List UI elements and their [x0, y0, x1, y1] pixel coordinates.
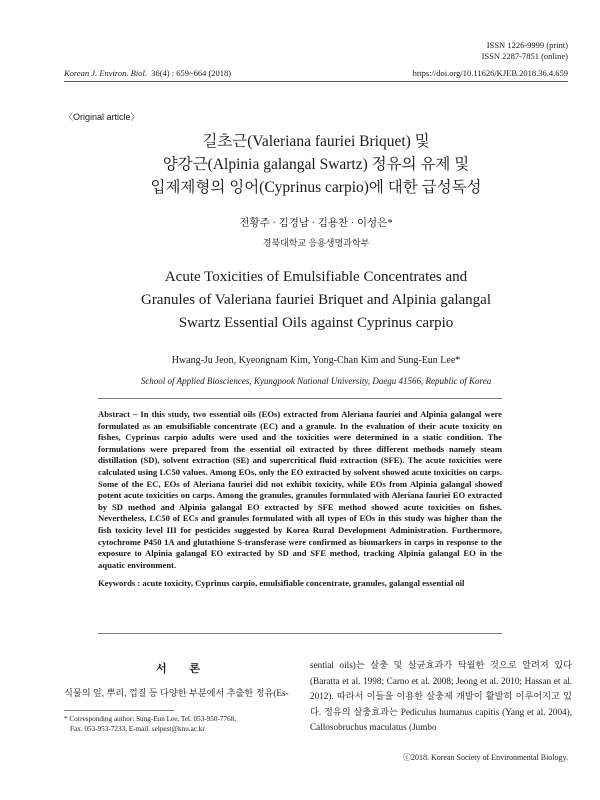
korean-title-line-1: 길초근(Valeriana fauriei Briquet) 및	[202, 133, 430, 150]
issn-print: ISSN 1226-9999 (print)	[486, 40, 568, 50]
header-rule	[64, 81, 568, 82]
abstract-text: In this study, two essential oils (EOs) extracted from Aleriana fauriei and Alpinia galangal were formulated as an emulsifiable concentrate (EC) and a granule. In the evaluation of their acute toxicity on fishes, Cyprinus carpio adults were used and the toxicities were determined in a static condition. The formulations were prepared from the essential oil extracted by three different methods namely steam distillation (SD), solvent extraction (SE) and supercritical fluid extraction (SFE). The acute toxicities were calculated using LC50 values. Among EOs, only the EO extracted by solvent showed acute toxicities on carps. Some of the EC, EOs of Aleriana fauriei did not exhibit toxicity, while EOs from Alpinia galangal showed potent acute toxicities on carps. Among the granules, granules formulated with Aleriana fauriei EO extracted by SD method and Alpinia galangal EO extracted by SFE method showed acute toxicities on fishes. Nevertheless, LC50 of ECs and granules formulated with all types of EOs in this study was higher than the fish toxicity level III for pesticides suggested by Korea Rural Development Administration. Furthermore, cytochrome P450 1A and glutathione S-transferase were confirmed as biomarkers in carps in response to the exposure to Alpinia galangal EO extracted by SD and SFE method, tracking Alpinia galangal EO in the aquatic environment.	[98, 409, 502, 570]
english-affiliation: School of Applied Biosciences, Kyungpook National University, Daegu 41566, Republic of Korea	[140, 376, 492, 386]
copyright: ⓒ2018. Korean Society of Environmental Biology.	[402, 753, 568, 762]
abstract: Abstract – In this study, two essential oils (EOs) extracted from Aleriana fauriei and Alpinia galangal were formulated as an emulsifiable concentrate (EC) and a granule. In the evaluation of their acute toxicity on fishes, Cyprinus carpio adults were used and the toxicities were determined in a static condition. The formulations were prepared from the essential oil extracted by three different methods namely steam distillation (SD), solvent extraction (SE) and supercritical fluid extraction (SFE). The acute toxicities were calculated using LC50 values. Among EOs, only the EO extracted by solvent showed acute toxicities on carps. Some of the EC, EOs of Aleriana fauriei did not exhibit toxicity, while EOs from Alpinia galangal showed potent acute toxicities on carps. Among the granules, granules formulated with Aleriana fauriei EO extracted by SD method and Alpinia galangal EO extracted by SFE method showed acute toxicities on fishes. Nevertheless, LC50 of ECs and granules formulated with all types of EOs in this study was higher than the fish toxicity level III for pesticides suggested by Korea Rural Development Administration. Furthermore, cytochrome P450 1A and glutathione S-transferase were confirmed as biomarkers in carps in response to the exposure to Alpinia galangal EO extracted by SD and SFE method, tracking Alpinia galangal EO in the aquatic environment.	[98, 409, 502, 570]
abstract-box	[98, 398, 502, 634]
intro-left-text: 식물의 잎, 뿌리, 껍질 등 다양한 부분에서 추출한 정유(Es-	[64, 688, 289, 698]
english-authors: Hwang-Ju Jeon, Kyeongnam Kim, Yong-Chan Kim and Sung-Eun Lee*	[171, 355, 461, 366]
footnote-line-2: Fax. 053-953-7233, E-mail. selpest@knu.ac.kr	[70, 725, 205, 733]
footnote-rule	[64, 710, 174, 711]
footnote-line-1: * Corresponding author: Sung-Eun Lee, Tel. 053-950-7768,	[64, 715, 237, 723]
section-heading-introduction: 서 론	[155, 663, 210, 675]
korean-title-line-2: 양강근(Alpinia galangal Swartz) 정유의 유제 및	[162, 156, 470, 173]
keywords: Keywords : acute toxicity, Cyprinus carpio, emulsifiable concentrate, granules, galangal essential oil	[98, 578, 465, 589]
running-header	[64, 68, 568, 78]
korean-affiliation: 경북대학교 응용생명과학부	[262, 238, 370, 248]
left-column	[64, 660, 302, 701]
doi-link[interactable]: https://doi.org/10.11626/KJEB.2018.36.4.659	[412, 68, 568, 78]
keywords-text: acute toxicity, Cyprinus carpio, emulsifiable concentrate, granules, galangal essential oil	[142, 578, 465, 589]
corresponding-author-footnote	[64, 714, 302, 734]
journal-name: Korean J. Environ. Biol.	[64, 68, 147, 78]
journal-citation	[64, 68, 231, 78]
volume-pages: 36(4) : 659~664 (2018)	[151, 68, 232, 78]
issn-online: ISSN 2287-7851 (online)	[481, 51, 568, 61]
english-title-line-3: Swartz Essential Oils against Cyprinus carpio	[178, 315, 454, 331]
korean-title-line-3: 입제제형의 잉어(Cyprinus carpio)에 대한 급성독성	[150, 179, 482, 196]
abstract-label: Abstract	[98, 409, 130, 419]
article-type: 〈Original article〉	[64, 112, 140, 122]
keywords-label: Keywords	[98, 578, 136, 589]
english-title-line-1: Acute Toxicities of Emulsifiable Concentrates and	[164, 269, 468, 285]
korean-authors: 전황주 · 김경남 · 김용찬 · 이성은*	[239, 218, 393, 229]
english-title-line-2: Granules of Valeriana fauriei Briquet and Alpinia galangal	[140, 292, 492, 308]
issn-block	[482, 40, 568, 62]
intro-right-text: sential oils)는 살충 및 살균효과가 탁월한 것으로 알려져 있다(Baratta et al. 1998; Carno et al. 2008; Jeong et al. 2010; Hassan et al. 2012). 따라서 이들을 이용한 살충제 개발이 활발히 이루어지고 있다. 정유의 살충효과는 Pediculus humanus capitis (Yang et al. 2004), Callosobruchus maculatus (Jumbo	[310, 660, 572, 732]
english-title	[64, 266, 568, 335]
korean-title	[64, 130, 568, 199]
